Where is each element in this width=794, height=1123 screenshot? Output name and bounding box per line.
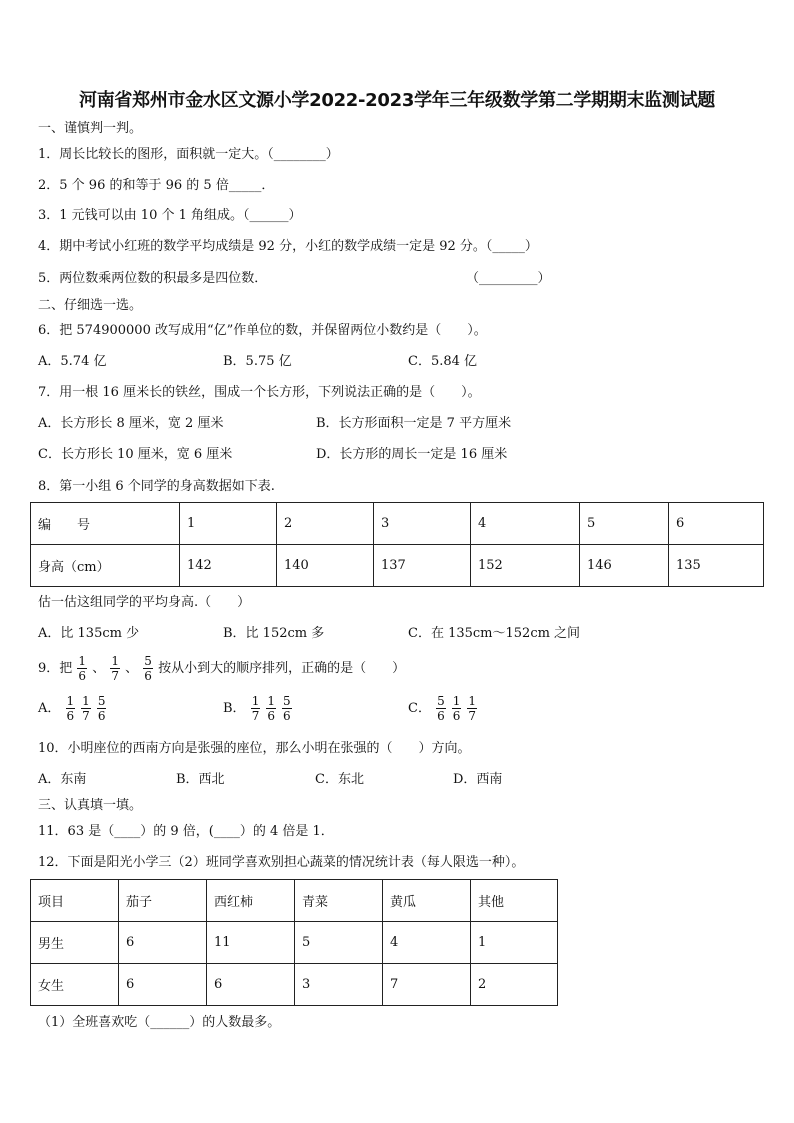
fraction-five-sixths: $\frac{5}{6}$ — [282, 694, 291, 723]
question-1: 1．周长比较长的图形，面积就一定大。（________） — [38, 147, 339, 162]
table-row — [31, 503, 764, 545]
table-cell: 其他 — [471, 880, 558, 922]
fraction-five-sixths: $\frac{5}{6}$ — [97, 694, 106, 723]
fraction-one-sixth: $\frac{1}{6}$ — [66, 694, 75, 723]
question-8-option-c: C．在 135cm～152cm 之间 — [408, 626, 581, 641]
table-cell: 身高（cm） — [31, 545, 180, 587]
table-cell: 3 — [374, 503, 471, 545]
separator: 、 — [92, 661, 106, 676]
question-6-option-c: C．5.84 亿 — [408, 354, 478, 369]
table-row — [31, 545, 764, 587]
table-row — [31, 922, 558, 964]
table-cell: 137 — [374, 545, 471, 587]
fraction-one-sixth: $\frac{1}{6}$ — [78, 654, 87, 683]
section-1-heading: 一、谨慎判一判。 — [38, 121, 143, 136]
table-cell: 11 — [207, 922, 295, 964]
table-cell: 3 — [295, 964, 383, 1006]
question-9-prefix: 9．把 — [38, 661, 73, 676]
question-3: 3．1 元钱可以由 10 个 1 角组成。（______） — [38, 208, 302, 223]
question-11: 11．63 是（____）的 9 倍，(____）的 4 倍是 1． — [38, 824, 334, 839]
table-cell: 4 — [471, 503, 580, 545]
table-cell: 5 — [580, 503, 669, 545]
question-9-option-b: B． $\frac{1}{7}$ $\frac{1}{6}$ $\frac{5}{6}$ — [223, 694, 291, 723]
table-cell: 140 — [277, 545, 374, 587]
question-4: 4．期中考试小红班的数学平均成绩是 92 分，小红的数学成绩一定是 92 分。（_____） — [38, 239, 538, 254]
question-8: 8．第一小组 6 个同学的身高数据如下表. — [38, 479, 275, 494]
question-7-option-c: C．长方形长 10 厘米，宽 6 厘米 — [38, 447, 233, 462]
question-6-option-b: B．5.75 亿 — [223, 354, 292, 369]
table-cell: 男生 — [31, 922, 119, 964]
table-cell: 黄瓜 — [383, 880, 471, 922]
question-12-part-1: （1）全班喜欢吃（______）的人数最多。 — [38, 1015, 281, 1030]
table-cell: 6 — [119, 922, 207, 964]
question-7-option-b: B．长方形面积一定是 7 平方厘米 — [316, 416, 512, 431]
question-6: 6．把 574900000 改写成用“亿”作单位的数，并保留两位小数约是（ ）。 — [38, 323, 487, 338]
section-3-heading: 三、认真填一填。 — [38, 798, 143, 813]
question-5: 5．两位数乘两位数的积最多是四位数． — [38, 271, 268, 286]
table-cell: 2 — [277, 503, 374, 545]
question-9-option-a: A． $\frac{1}{6}$ $\frac{1}{7}$ $\frac{5}{6}$ — [38, 694, 106, 723]
fraction-five-sixths: $\frac{5}{6}$ — [437, 694, 445, 723]
question-5-blank: （_________） — [466, 271, 551, 286]
table-row — [31, 880, 558, 922]
height-table — [30, 502, 764, 587]
question-7-option-d: D．长方形的周长一定是 16 厘米 — [316, 447, 508, 462]
fraction-one-seventh: $\frac{1}{7}$ — [251, 694, 260, 723]
table-cell: 4 — [383, 922, 471, 964]
question-12: 12．下面是阳光小学三（2）班同学喜欢别担心蔬菜的情况统计表（每人限选一种）。 — [38, 855, 525, 870]
question-10-option-c: C．东北 — [315, 772, 364, 787]
section-2-heading: 二、仔细选一选。 — [38, 298, 143, 313]
fraction-one-seventh: $\frac{1}{7}$ — [468, 694, 477, 723]
question-9 — [38, 654, 405, 684]
table-cell: 青菜 — [295, 880, 383, 922]
page-title: 河南省郑州市金水区文源小学2022-2023学年三年级数学第二学期期末监测试题 — [79, 90, 715, 111]
table-cell: 142 — [180, 545, 277, 587]
question-7: 7．用一根 16 厘米长的铁丝，围成一个长方形，下列说法正确的是（ ）。 — [38, 385, 481, 400]
question-2: 2．5 个 96 的和等于 96 的 5 倍_____． — [38, 178, 275, 193]
table-cell: 6 — [119, 964, 207, 1006]
table-cell: 1 — [180, 503, 277, 545]
question-6-option-a: A．5.74 亿 — [38, 354, 107, 369]
table-cell: 2 — [471, 964, 558, 1006]
fraction-one-sixth: $\frac{1}{6}$ — [452, 694, 461, 723]
question-8-prompt: 估一估这组同学的平均身高.（ ） — [38, 595, 251, 610]
fraction-one-seventh: $\frac{1}{7}$ — [82, 694, 90, 723]
table-cell: 146 — [580, 545, 669, 587]
question-9-suffix: 按从小到大的顺序排列，正确的是（ ） — [158, 661, 406, 676]
table-cell: 135 — [669, 545, 764, 587]
table-cell: 西红柿 — [207, 880, 295, 922]
question-9-option-c: C． $\frac{5}{6}$ $\frac{1}{6}$ $\frac{1}{7}$ — [408, 694, 477, 723]
table-row — [31, 964, 558, 1006]
table-cell: 152 — [471, 545, 580, 587]
fraction-one-sixth: $\frac{1}{6}$ — [267, 694, 275, 723]
table-cell: 女生 — [31, 964, 119, 1006]
table-cell: 1 — [471, 922, 558, 964]
question-8-option-b: B．比 152cm 多 — [223, 626, 325, 641]
question-10: 10．小明座位的西南方向是张强的座位，那么小明在张强的（ ）方向。 — [38, 741, 471, 756]
question-10-option-d: D．西南 — [453, 772, 503, 787]
table-cell: 茄子 — [119, 880, 207, 922]
table-cell: 5 — [295, 922, 383, 964]
fraction-one-seventh: $\frac{1}{7}$ — [111, 654, 119, 683]
question-10-option-a: A．东南 — [38, 772, 87, 787]
question-7-option-a: A．长方形长 8 厘米，宽 2 厘米 — [38, 416, 224, 431]
table-cell: 6 — [207, 964, 295, 1006]
vegetable-table — [30, 879, 558, 1006]
table-cell: 6 — [669, 503, 764, 545]
fraction-five-sixths: $\frac{5}{6}$ — [144, 654, 152, 683]
table-cell: 项目 — [31, 880, 119, 922]
table-cell: 编 号 — [31, 503, 180, 545]
separator: 、 — [125, 661, 139, 676]
question-10-option-b: B．西北 — [176, 772, 225, 787]
table-cell: 7 — [383, 964, 471, 1006]
question-8-option-a: A．比 135cm 少 — [38, 626, 140, 641]
